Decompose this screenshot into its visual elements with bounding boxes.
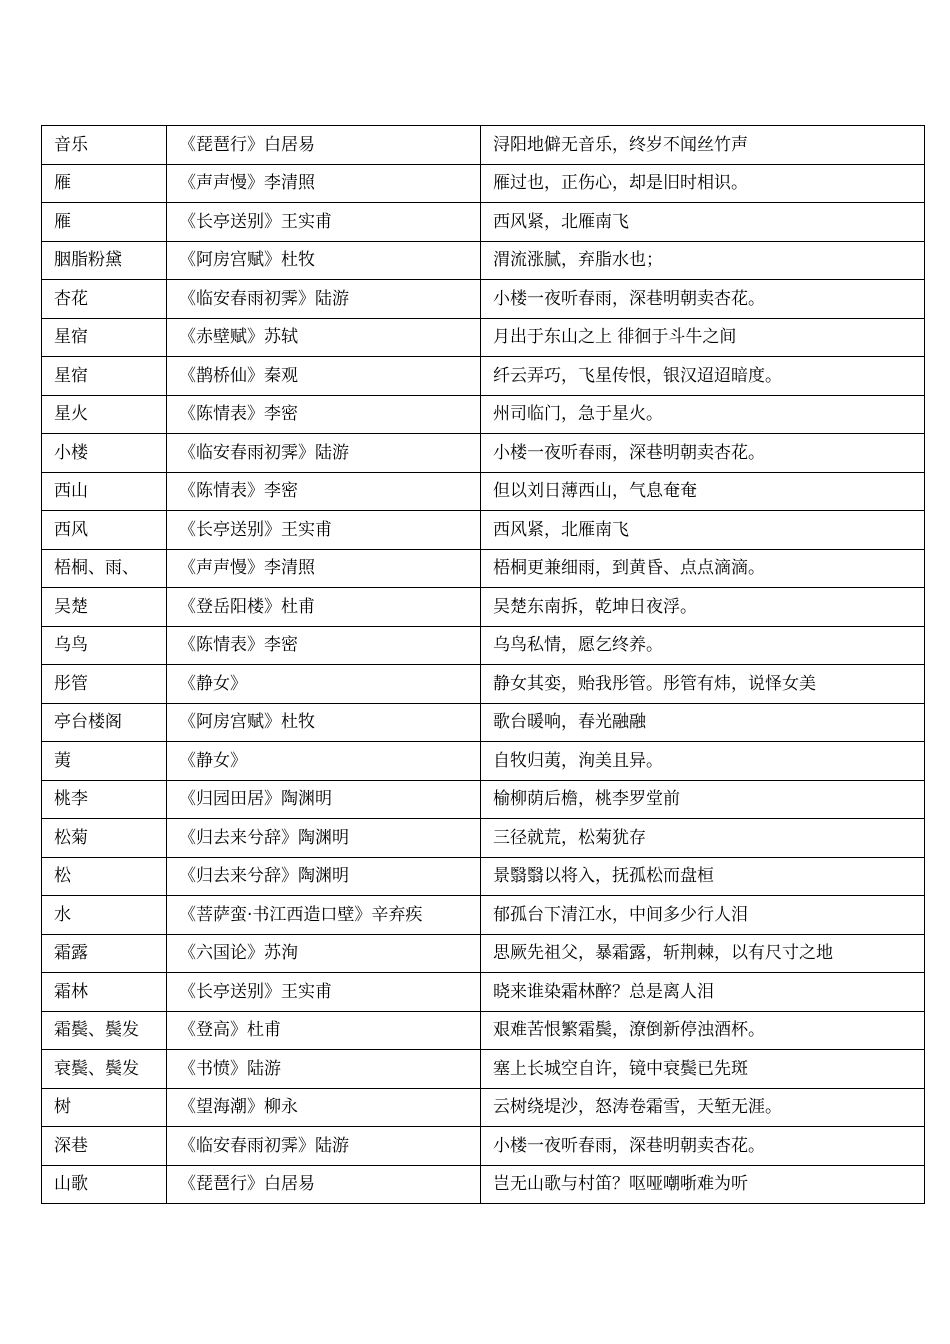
source-cell: 《陈情表》李密 <box>167 472 481 511</box>
table-body <box>42 126 925 1204</box>
source-cell: 《长亭送别》王实甫 <box>167 511 481 550</box>
table-row <box>42 434 925 473</box>
source-cell: 《长亭送别》王实甫 <box>167 973 481 1012</box>
source-cell: 《赤壁赋》苏轼 <box>167 318 481 357</box>
verse-cell: 艰难苦恨繁霜鬓，潦倒新停浊酒杯。 <box>481 1011 925 1050</box>
keyword-cell: 霜露 <box>42 934 167 973</box>
table-row <box>42 511 925 550</box>
keyword-cell: 梧桐、雨、 <box>42 549 167 588</box>
verse-cell: 思厥先祖父，暴霜露，斩荆棘，以有尺寸之地 <box>481 934 925 973</box>
verse-cell: 景翳翳以将入，抚孤松而盘桓 <box>481 857 925 896</box>
source-cell: 《六国论》苏洵 <box>167 934 481 973</box>
source-cell: 《琵琶行》白居易 <box>167 126 481 165</box>
verse-cell: 浔阳地僻无音乐，终岁不闻丝竹声 <box>481 126 925 165</box>
verse-cell: 州司临门，急于星火。 <box>481 395 925 434</box>
table-row <box>42 164 925 203</box>
source-cell: 《陈情表》李密 <box>167 395 481 434</box>
table-row <box>42 126 925 165</box>
keyword-cell: 彤管 <box>42 665 167 704</box>
table-row <box>42 280 925 319</box>
verse-cell: 月出于东山之上 徘徊于斗牛之间 <box>481 318 925 357</box>
source-cell: 《归去来兮辞》陶渊明 <box>167 819 481 858</box>
verse-cell: 榆柳荫后檐，桃李罗堂前 <box>481 780 925 819</box>
keyword-cell: 音乐 <box>42 126 167 165</box>
verse-cell: 渭流涨腻，弃脂水也； <box>481 241 925 280</box>
source-cell: 《登岳阳楼》杜甫 <box>167 588 481 627</box>
source-cell: 《临安春雨初霁》陆游 <box>167 434 481 473</box>
table-row <box>42 588 925 627</box>
source-cell: 《菩萨蛮·书江西造口壁》辛弃疾 <box>167 896 481 935</box>
table-row <box>42 357 925 396</box>
source-cell: 《长亭送别》王实甫 <box>167 203 481 242</box>
table-row <box>42 973 925 1012</box>
verse-cell: 西风紧，北雁南飞 <box>481 511 925 550</box>
keyword-cell: 西山 <box>42 472 167 511</box>
verse-cell: 郁孤台下清江水，中间多少行人泪 <box>481 896 925 935</box>
table-row <box>42 1088 925 1127</box>
table-row <box>42 934 925 973</box>
verse-cell: 小楼一夜听春雨，深巷明朝卖杏花。 <box>481 280 925 319</box>
keyword-cell: 胭脂粉黛 <box>42 241 167 280</box>
keyword-cell: 星宿 <box>42 357 167 396</box>
keyword-cell: 衰鬓、鬓发 <box>42 1050 167 1089</box>
table-row <box>42 703 925 742</box>
table-row <box>42 1050 925 1089</box>
keyword-cell: 乌鸟 <box>42 626 167 665</box>
keyword-cell: 霜鬓、鬓发 <box>42 1011 167 1050</box>
verse-cell: 云树绕堤沙，怒涛卷霜雪，天堑无涯。 <box>481 1088 925 1127</box>
source-cell: 《声声慢》李清照 <box>167 164 481 203</box>
verse-cell: 吴楚东南拆，乾坤日夜浮。 <box>481 588 925 627</box>
table-row <box>42 780 925 819</box>
source-cell: 《阿房宫赋》杜牧 <box>167 703 481 742</box>
source-cell: 《声声慢》李清照 <box>167 549 481 588</box>
table-row <box>42 472 925 511</box>
keyword-cell: 松 <box>42 857 167 896</box>
table-row <box>42 1127 925 1166</box>
keyword-cell: 西风 <box>42 511 167 550</box>
verse-cell: 梧桐更兼细雨，到黄昏、点点滴滴。 <box>481 549 925 588</box>
keyword-cell: 深巷 <box>42 1127 167 1166</box>
verse-cell: 自牧归荑，洵美且异。 <box>481 742 925 781</box>
source-cell: 《陈情表》李密 <box>167 626 481 665</box>
source-cell: 《静女》 <box>167 665 481 704</box>
source-cell: 《临安春雨初霁》陆游 <box>167 280 481 319</box>
verse-cell: 塞上长城空自许，镜中衰鬓已先斑 <box>481 1050 925 1089</box>
table-row <box>42 318 925 357</box>
table-row <box>42 626 925 665</box>
verse-cell: 雁过也，正伤心，却是旧时相识。 <box>481 164 925 203</box>
keyword-cell: 水 <box>42 896 167 935</box>
keyword-cell: 小楼 <box>42 434 167 473</box>
keyword-cell: 吴楚 <box>42 588 167 627</box>
table-row <box>42 665 925 704</box>
keyword-cell: 星火 <box>42 395 167 434</box>
source-cell: 《静女》 <box>167 742 481 781</box>
source-cell: 《鹊桥仙》秦观 <box>167 357 481 396</box>
keyword-cell: 星宿 <box>42 318 167 357</box>
table-row <box>42 896 925 935</box>
keyword-cell: 荑 <box>42 742 167 781</box>
poetry-imagery-table <box>41 125 925 1204</box>
verse-cell: 三径就荒，松菊犹存 <box>481 819 925 858</box>
source-cell: 《归去来兮辞》陶渊明 <box>167 857 481 896</box>
table-row <box>42 549 925 588</box>
keyword-cell: 山歌 <box>42 1165 167 1204</box>
verse-cell: 岂无山歌与村笛？呕哑嘲哳难为听 <box>481 1165 925 1204</box>
verse-cell: 小楼一夜听春雨，深巷明朝卖杏花。 <box>481 434 925 473</box>
verse-cell: 静女其娈，贻我彤管。彤管有炜，说怿女美 <box>481 665 925 704</box>
table-row <box>42 742 925 781</box>
source-cell: 《书愤》陆游 <box>167 1050 481 1089</box>
table-row <box>42 1165 925 1204</box>
verse-cell: 小楼一夜听春雨，深巷明朝卖杏花。 <box>481 1127 925 1166</box>
table-row <box>42 1011 925 1050</box>
table-row <box>42 395 925 434</box>
source-cell: 《归园田居》陶渊明 <box>167 780 481 819</box>
table-row <box>42 241 925 280</box>
keyword-cell: 松菊 <box>42 819 167 858</box>
source-cell: 《登高》杜甫 <box>167 1011 481 1050</box>
verse-cell: 晓来谁染霜林醉？总是离人泪 <box>481 973 925 1012</box>
verse-cell: 乌鸟私情，愿乞终养。 <box>481 626 925 665</box>
table-row <box>42 203 925 242</box>
keyword-cell: 树 <box>42 1088 167 1127</box>
keyword-cell: 雁 <box>42 203 167 242</box>
table-row <box>42 857 925 896</box>
table-row <box>42 819 925 858</box>
verse-cell: 西风紧，北雁南飞 <box>481 203 925 242</box>
source-cell: 《临安春雨初霁》陆游 <box>167 1127 481 1166</box>
source-cell: 《琵琶行》白居易 <box>167 1165 481 1204</box>
source-cell: 《望海潮》柳永 <box>167 1088 481 1127</box>
keyword-cell: 桃李 <box>42 780 167 819</box>
keyword-cell: 霜林 <box>42 973 167 1012</box>
verse-cell: 但以刘日薄西山，气息奄奄 <box>481 472 925 511</box>
source-cell: 《阿房宫赋》杜牧 <box>167 241 481 280</box>
keyword-cell: 雁 <box>42 164 167 203</box>
verse-cell: 歌台暖响，春光融融 <box>481 703 925 742</box>
keyword-cell: 亭台楼阁 <box>42 703 167 742</box>
keyword-cell: 杏花 <box>42 280 167 319</box>
verse-cell: 纤云弄巧，飞星传恨，银汉迢迢暗度。 <box>481 357 925 396</box>
